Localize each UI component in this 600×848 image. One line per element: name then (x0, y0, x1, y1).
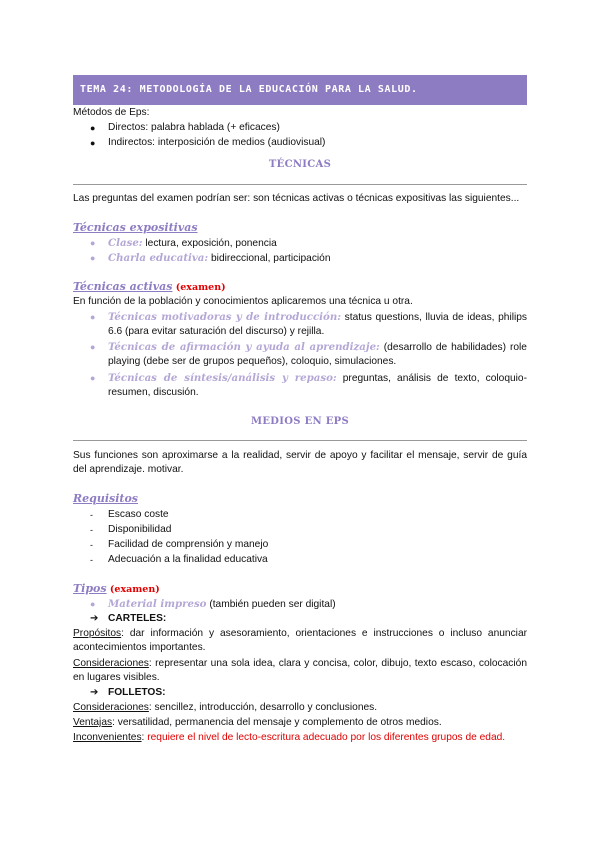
field-text: requiere el nivel de lecto-escritura adecuado por los diferentes grupos de edad. (147, 732, 506, 743)
divider (73, 440, 527, 441)
folletos-inconvenientes (73, 731, 527, 745)
metodos-title: Métodos de Eps: (73, 107, 150, 118)
item-text: status questions, lluvia de ideas, philips 6.6 (para evitar saturación del discurso) y rejilla. (108, 312, 527, 337)
colon: : (141, 732, 148, 743)
expositivas-title (73, 221, 527, 236)
expositivas-heading: Técnicas expositivas (73, 221, 198, 234)
field-text: : dar información y asesoramiento, orientaciones e instrucciones o incluso anunciar acontecimientos importantes. (73, 628, 527, 653)
activas-item-3 (108, 371, 527, 400)
bullet-icon: ● (90, 373, 96, 383)
dash-icon: - (90, 510, 93, 520)
item-label: Material impreso (108, 598, 207, 610)
bullet-icon: ● (90, 238, 96, 248)
arrow-icon: ➔ (90, 687, 99, 698)
requisito-item-4: Adecuación a la finalidad educativa (108, 554, 268, 565)
bullet-icon: ● (90, 253, 96, 263)
item-text: lectura, exposición, ponencia (142, 238, 277, 249)
carteles-label: CARTELES (108, 613, 163, 624)
bullet-icon: ● (90, 123, 96, 133)
medios-heading: MEDIOS EN EPS (251, 416, 349, 427)
expositivas-item-2 (108, 251, 527, 266)
item-label: Clase: (108, 237, 143, 249)
requisitos-title (73, 492, 527, 507)
field-text: : versatilidad, permanencia del mensaje y complemento de otros medios. (112, 717, 442, 728)
field-text: : sencillez, introducción, desarrollo y conclusiones. (148, 702, 378, 713)
requisito-item-2: Disponibilidad (108, 524, 172, 535)
dash-icon: - (90, 540, 93, 550)
activas-item-1 (108, 310, 527, 339)
activas-title (73, 280, 527, 295)
bullet-icon: ● (90, 599, 96, 609)
exam-tag: (examen) (172, 282, 226, 293)
folletos-consideraciones (73, 701, 527, 715)
item-text: (también pueden ser digital) (206, 599, 336, 610)
tecnicas-intro: Las preguntas del examen podrían ser: son técnicas activas o técnicas expositivas las siguientes... (73, 193, 520, 204)
bullet-icon: ● (90, 138, 96, 148)
carteles-title (108, 612, 527, 626)
activas-item-2 (108, 340, 527, 369)
metodos-item-2: Indirectos: interposición de medios (audiovisual) (108, 137, 326, 148)
folletos-title (108, 686, 527, 700)
expositivas-item-1 (108, 236, 527, 251)
colon: : (162, 687, 166, 698)
metodos-item-1: Directos: palabra hablada (+ eficaces) (108, 122, 280, 133)
document-title: TEMA 24: METODOLOGÍA DE LA EDUCACIÓN PARA LA SALUD. (80, 84, 418, 95)
carteles-propositos (73, 627, 527, 655)
field-text: : representar una sola idea, clara y concisa, color, dibujo, texto escaso, colocación en lugares visibles. (73, 658, 527, 683)
field-label: Consideraciones (73, 658, 149, 669)
dash-icon: - (90, 525, 93, 535)
divider (73, 184, 527, 185)
tipos-heading: Tipos (73, 582, 107, 595)
tecnicas-heading: TÉCNICAS (268, 159, 332, 170)
exam-tag: (examen) (106, 584, 160, 595)
activas-heading: Técnicas activas (73, 280, 173, 293)
tipos-title (73, 582, 527, 597)
field-label: Inconvenientes (73, 732, 142, 743)
requisito-item-1: Escaso coste (108, 509, 169, 520)
medios-intro: Sus funciones son aproximarse a la realidad, servir de apoyo y facilitar el mensaje, servir de guía del aprendizaje. motivar. (73, 450, 527, 475)
title-banner (73, 75, 527, 105)
bullet-icon: ● (90, 312, 96, 322)
colon: : (162, 613, 167, 624)
activas-intro: En función de la población y conocimientos aplicaremos una técnica u otra. (73, 296, 413, 307)
material-impreso (108, 597, 527, 612)
bullet-icon: ● (90, 342, 96, 352)
requisitos-heading: Requisitos (73, 492, 138, 505)
arrow-icon: ➔ (90, 613, 99, 624)
field-label: Consideraciones (73, 702, 149, 713)
folletos-ventajas (73, 716, 527, 730)
folletos-label: FOLLETOS (108, 687, 163, 698)
carteles-consideraciones (73, 657, 527, 685)
item-text: preguntas, análisis de texto, coloquio-resumen, discusión. (108, 373, 527, 398)
item-label: Técnicas de afirmación y ayuda al aprendizaje: (108, 341, 380, 353)
item-text: bidireccional, participación (208, 253, 331, 264)
requisito-item-3: Facilidad de comprensión y manejo (108, 539, 269, 550)
item-label: Charla educativa: (108, 252, 209, 264)
item-text: (desarrollo de habilidades) role playing (debe ser de grupos pequeños), coloquio, simulaciones. (108, 342, 527, 367)
dash-icon: - (90, 555, 93, 565)
field-label: Ventajas (73, 717, 113, 728)
item-label: Técnicas motivadoras y de introducción: (108, 311, 342, 323)
field-label: Propósitos (73, 628, 122, 639)
item-label: Técnicas de síntesis/análisis y repaso: (108, 372, 337, 384)
